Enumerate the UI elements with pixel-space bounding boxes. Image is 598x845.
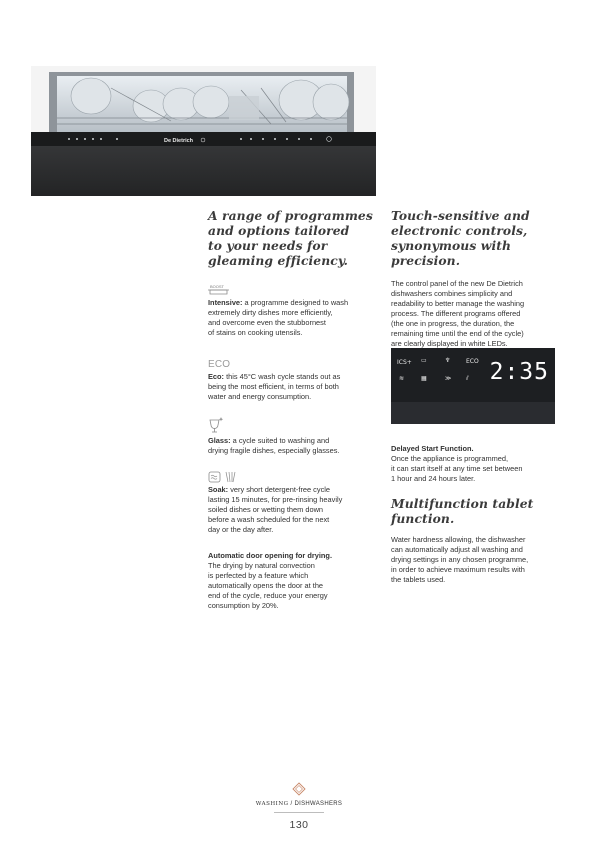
tablet-panel-icon: ≋	[399, 375, 405, 382]
eco-panel-label: ECO	[466, 358, 479, 365]
brand-logo-icon	[0, 782, 598, 801]
door-text: Automatic door opening for drying. The drying by natural convection is perfected by a feature which automatically opens the door at the end of the cycle, reduce your energy consumption by 20%.	[208, 551, 332, 610]
half-load-panel-icon: ⫽	[466, 375, 469, 382]
soak-text: Soak: very short detergent-free cycle lasting 15 minutes, for pre-rinsing heavily soiled dishes or wetting them down before a wash scheduled for the next day or the day after.	[208, 485, 343, 534]
multifunction-heading: Multifunction tablet function.	[391, 496, 534, 526]
multifunction-text: Water hardness allowing, the dishwasher can automatically adjust all washing and drying settings in any chosen programme, in order to achieve maximum results with the tablets used.	[391, 535, 529, 584]
left-heading: A range of programmes and options tailored to your needs for gleaming efficiency.	[208, 208, 373, 268]
soak-icon	[208, 469, 378, 483]
right-heading: Touch-sensitive and electronic controls, synonymous with precision.	[391, 208, 530, 268]
program-label: ICS+	[397, 359, 412, 366]
panel-strip	[391, 402, 555, 424]
delayed-start-text: Delayed Start Function. Once the appliance is programmed, it can start itself at any time set between 1 hour and 24 hours later.	[391, 444, 523, 483]
glass-text: Glass: a cycle suited to washing and drying fragile dishes, especially glasses.	[208, 436, 340, 455]
boost-panel-icon: ▭	[421, 357, 427, 364]
soak-panel-icon: ▦	[421, 375, 427, 382]
right-column-lower	[391, 444, 557, 585]
left-column	[208, 208, 378, 611]
controls-intro-text: The control panel of the new De Dietrich dishwashers combines simplicity and readability to better manage the washing process. The different programs offered (the one in progress, the duration, the remaining time until the end of the cycle) are clearly displayed in white LEDs.	[391, 279, 525, 348]
footer-divider	[274, 812, 324, 813]
soak-section	[208, 469, 378, 535]
intensive-section	[208, 282, 378, 338]
brand-label: De Dietrich	[164, 138, 194, 144]
eco-icon: ECO	[208, 359, 231, 370]
time-display: 2:35	[489, 359, 549, 385]
boost-icon	[208, 282, 378, 296]
eco-text: Eco: this 45°C wash cycle stands out as being the most efficient, in terms of both water and energy consumption.	[208, 372, 341, 401]
eco-section	[208, 358, 378, 402]
rinse-panel-icon: ≫	[445, 375, 452, 382]
glass-section	[208, 416, 378, 456]
control-panel-photo	[391, 348, 555, 424]
footer-category: WASHING / DISHWASHERS	[255, 801, 343, 807]
door-section	[208, 551, 378, 611]
svg-text:BOOST: BOOST	[210, 284, 225, 289]
page-number: 130	[289, 819, 309, 831]
right-column	[391, 208, 557, 349]
intensive-text: Intensive: a programme designed to wash extremely dirty dishes more efficiently, and overcome even the stubbornest of stains on cooking utensils.	[208, 298, 349, 337]
glass-icon	[208, 416, 378, 434]
dishwasher-photo	[31, 66, 376, 196]
glass-panel-icon: ♆	[445, 357, 451, 364]
